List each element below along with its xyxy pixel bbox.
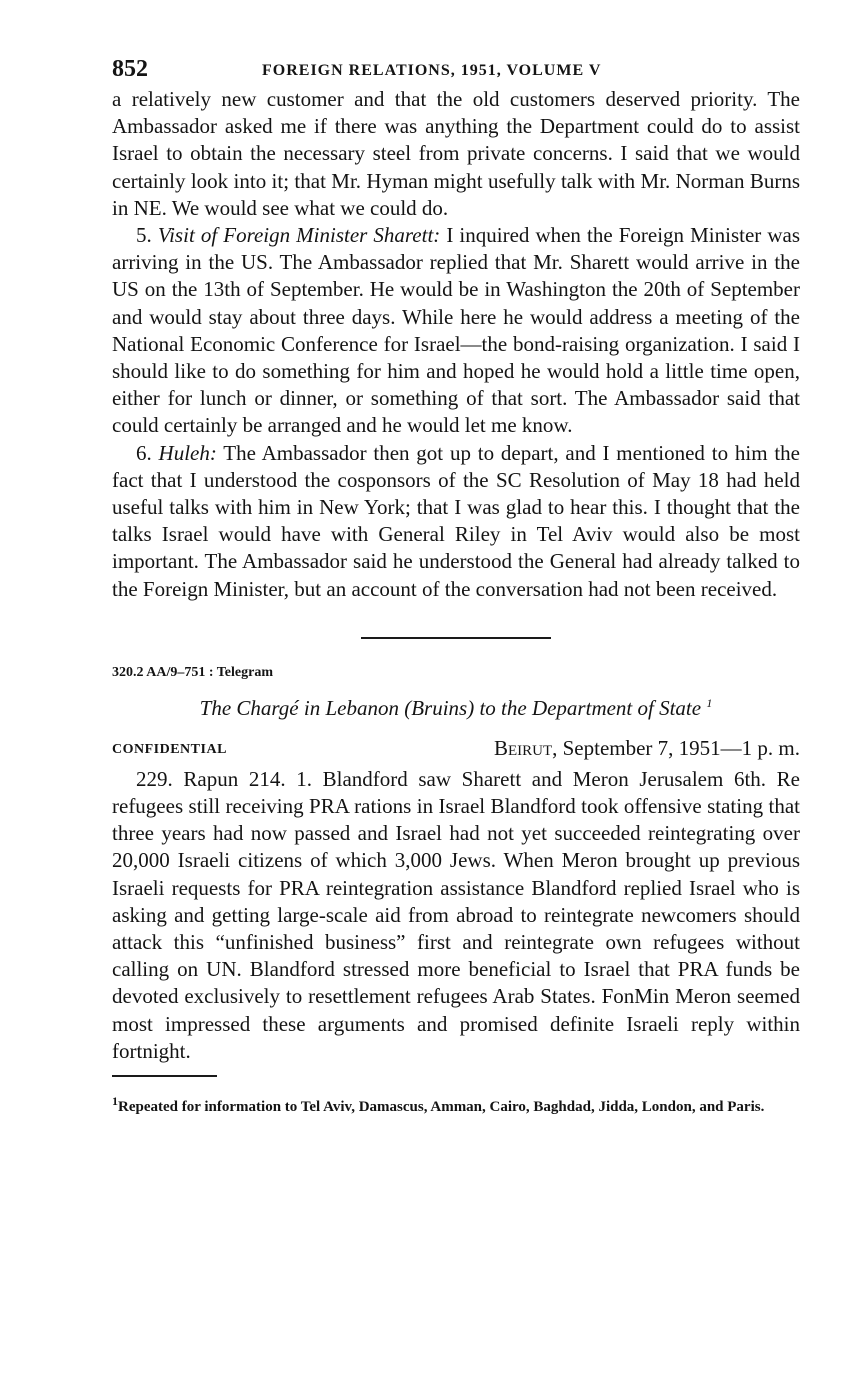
item-5-number: 5. <box>136 223 158 248</box>
telegram-body: 229. Rapun 214. 1. Blandford saw Sharett and Meron Jerusalem 6th. Re refugees still receiving PRA rations in Israel Blandford took offensive stating that three years had now passed and Israel had not yet succeeded reintegrating over 20,000 Israeli citizens of which 3,000 Jews. When Meron brought up previous Israeli requests for PRA reintegration assistance Blandford replied Israel who is asking and getting large-scale aid from abroad to reintegrate newcomers should attack this “unfinished business” first and reintegrate own refugees without calling on UN. Blandford stressed more beneficial to Israel that PRA funds be devoted exclusively to resettlement refugees Arab States. FonMin Meron seemed most impressed these arguments and promised definite Israeli reply within fortnight. <box>112 766 800 1063</box>
dateline-date: , September 7, 1951—1 p. m. <box>552 735 800 760</box>
telegram-dateline-row <box>112 736 800 766</box>
dateline-place: Beirut <box>493 735 553 760</box>
telegram-title <box>112 689 800 722</box>
footnote <box>112 1091 800 1117</box>
footnote-number: 1 <box>112 1093 118 1108</box>
telegram-title-text: The Chargé in Lebanon (Bruins) to the Department of State <box>199 695 702 720</box>
memo-item-5 <box>112 222 800 440</box>
item-5-text: I inquired when the Foreign Minister was arriving in the US. The Ambassador replied that Mr. Sharett would arrive in the US on the 13th of September. He would be in Washington the 20th of September and would stay about three days. While here he would address a meeting of the National Economic Conference for Israel—the bond-raising organization. I said I should like to do something for him and hoped he would hold a little time open, either for lunch or dinner, or something of that sort. The Ambassador said that could certainly be arranged and he would let me know. <box>112 223 800 438</box>
item-5-heading: Visit of Foreign Minister Sharett: <box>157 223 441 248</box>
footnote-text: Repeated for information to Tel Aviv, Damascus, Amman, Cairo, Baghdad, Jidda, London, and Paris. <box>118 1098 765 1115</box>
document-page <box>112 52 800 1117</box>
dateline <box>494 736 800 761</box>
classification-label: CONFIDENTIAL <box>112 741 227 757</box>
item-6-text: The Ambassador then got up to depart, and I mentioned to him the fact that I understood the cosponsors of the SC Resolution of May 18 had held useful talks with him in New York; that I was glad to hear this. I thought that the talks Israel would have with General Riley in Tel Aviv would also be most important. The Ambassador said he understood the General had already talked to the Foreign Minister, but an account of the conversation had not been received. <box>112 440 800 601</box>
page-header <box>112 52 800 86</box>
telegram-file-reference: 320.2 AA/9–751 : Telegram <box>112 664 273 680</box>
memo-paragraph-continued: a relatively new customer and that the old customers deserved priority. The Ambassador asked me if there was anything the Department could do to assist Israel to obtain the necessary steel from private concerns. I said that we would certainly look into it; that Mr. Hyman might usefully talk with Mr. Norman Burns in NE. We would see what we could do. <box>112 87 800 220</box>
running-head: FOREIGN RELATIONS, 1951, VOLUME V <box>262 62 602 79</box>
section-divider <box>361 637 551 639</box>
item-6-number: 6. <box>136 440 159 465</box>
footnote-marker: 1 <box>706 695 713 710</box>
memo-item-6 <box>112 440 800 603</box>
page-number: 852 <box>112 56 148 82</box>
footnote-divider <box>112 1075 217 1077</box>
item-6-heading: Huleh: <box>158 440 217 465</box>
